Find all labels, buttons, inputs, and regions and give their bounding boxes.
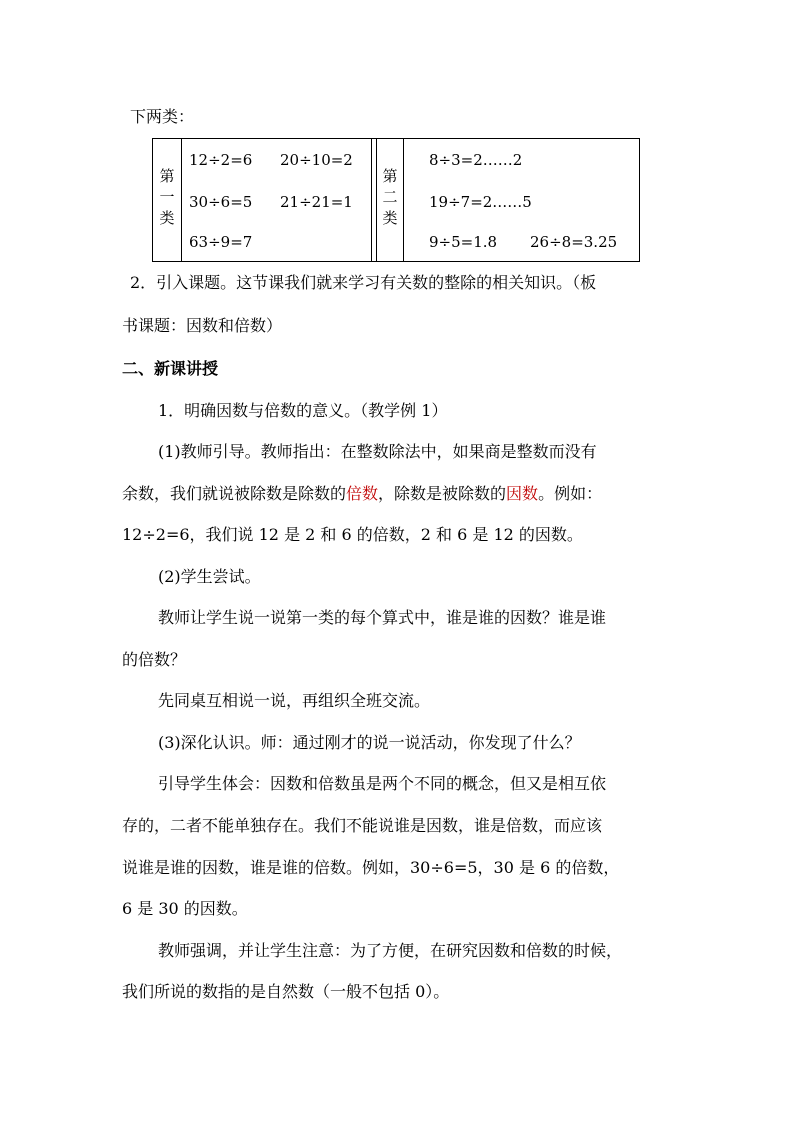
text-span: ，除数是被除数的 bbox=[378, 484, 507, 503]
item-heading: 1．明确因数与倍数的意义。（教学例 1） bbox=[158, 401, 448, 420]
paragraph-line: 6 是 30 的因数。 bbox=[122, 899, 248, 918]
equation: 30÷6=5 bbox=[189, 193, 253, 211]
equation: 26÷8=3.25 bbox=[530, 233, 618, 251]
equation: 21÷21=1 bbox=[280, 193, 353, 211]
table-divider bbox=[403, 139, 404, 261]
equation: 12÷2=6 bbox=[189, 151, 253, 169]
equation: 20÷10=2 bbox=[280, 151, 353, 169]
highlight-term: 倍数 bbox=[346, 484, 379, 503]
paragraph-line: 我们所说的数指的是自然数（一般不包括 0）。 bbox=[122, 982, 450, 1001]
paragraph-line: 教师让学生说一说第一类的每个算式中，谁是谁的因数？谁是谁 bbox=[158, 608, 607, 627]
intro-line: 下两类： bbox=[130, 107, 195, 126]
header-char: 第 bbox=[382, 167, 398, 185]
group1-header bbox=[158, 166, 176, 229]
paragraph-line: 先同桌互相说一说，再组织全班交流。 bbox=[158, 691, 431, 710]
division-table bbox=[152, 138, 640, 262]
table-divider bbox=[181, 139, 182, 261]
step-heading: (3)深化认识。师：通过刚才的说一说活动，你发现了什么？ bbox=[158, 733, 581, 752]
paragraph-line: 的倍数？ bbox=[122, 650, 187, 669]
header-char: 第 bbox=[159, 167, 175, 185]
equation: 63÷9=7 bbox=[189, 233, 253, 251]
equation: 9÷5=1.8 bbox=[429, 233, 498, 251]
header-char: 类 bbox=[159, 209, 175, 227]
header-char: 二 bbox=[382, 188, 398, 206]
step-heading: (2)学生尝试。 bbox=[158, 567, 261, 586]
text-span: 。例如： bbox=[538, 484, 603, 503]
table-divider bbox=[376, 139, 377, 261]
paragraph-line bbox=[122, 484, 602, 504]
text-span: 余数，我们就说被除数是除数的 bbox=[122, 484, 347, 503]
section-heading: 二、新课讲授 bbox=[122, 359, 219, 378]
paragraph-line: 说谁是谁的因数，谁是谁的倍数。例如，30÷6=5，30 是 6 的倍数， bbox=[122, 858, 620, 877]
paragraph-line: 教师强调，并让学生注意：为了方便，在研究因数和倍数的时候， bbox=[158, 941, 623, 960]
paragraph-line: (1)教师引导。教师指出：在整数除法中，如果商是整数而没有 bbox=[158, 442, 597, 461]
equation: 8÷3=2……2 bbox=[429, 151, 523, 169]
paragraph-line: 12÷2=6，我们说 12 是 2 和 6 的倍数，2 和 6 是 12 的因数。 bbox=[122, 525, 583, 544]
header-char: 一 bbox=[159, 188, 175, 206]
paragraph-line: 书课题：因数和倍数） bbox=[122, 316, 283, 335]
header-char: 类 bbox=[382, 209, 398, 227]
group2-header bbox=[381, 166, 399, 229]
table-divider bbox=[371, 139, 372, 261]
paragraph-line: 存的，二者不能单独存在。我们不能说谁是因数，谁是倍数，而应该 bbox=[122, 816, 603, 835]
paragraph-line: 2．引入课题。这节课我们就来学习有关数的整除的相关知识。（板 bbox=[130, 273, 597, 292]
highlight-term: 因数 bbox=[506, 484, 539, 503]
equation: 19÷7=2……5 bbox=[429, 193, 532, 211]
paragraph-line: 引导学生体会：因数和倍数虽是两个不同的概念，但又是相互依 bbox=[158, 774, 607, 793]
